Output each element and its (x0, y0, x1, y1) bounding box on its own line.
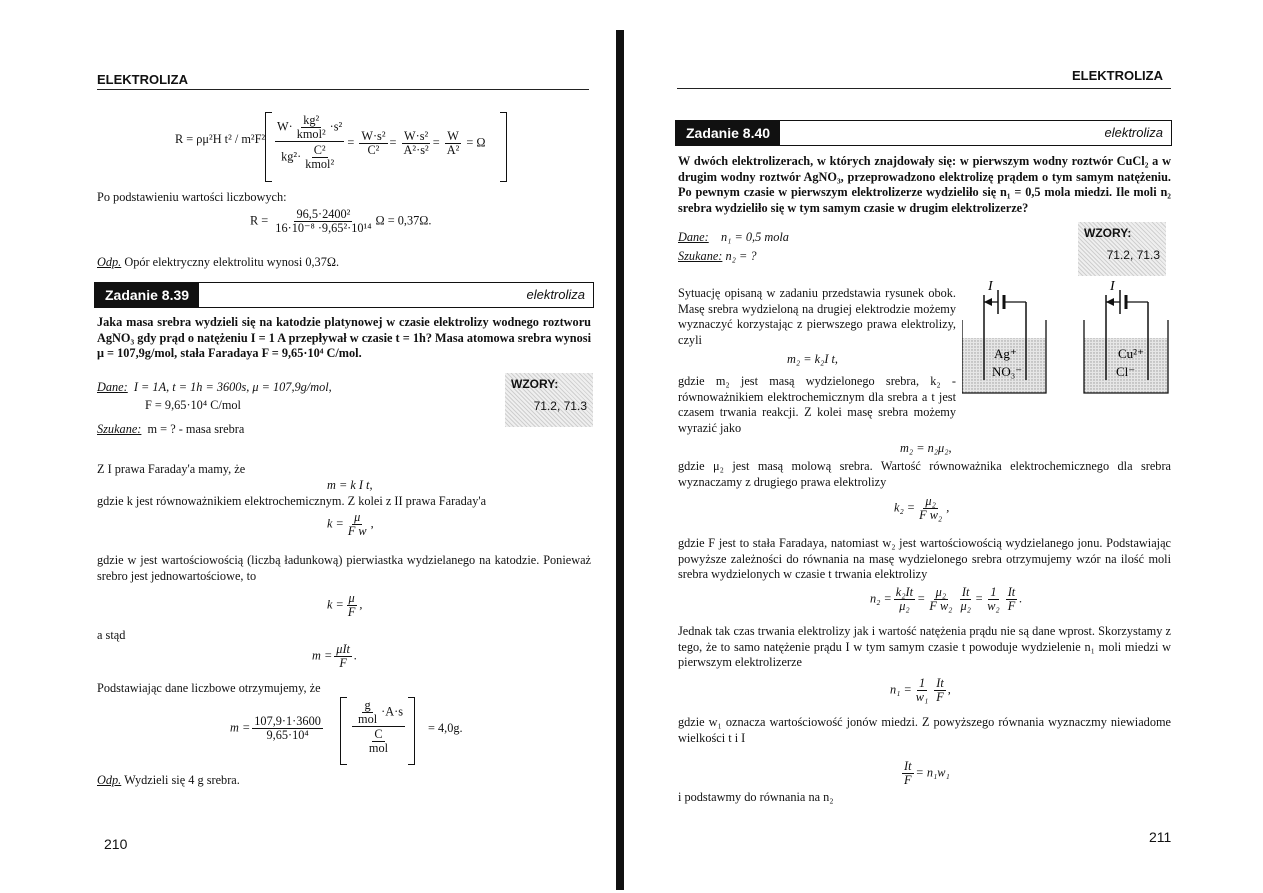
task-title: Zadanie 8.39 (95, 283, 199, 307)
text-2: gdzie m₂ jest masą wydzielonego srebra, k₂ - równoważnikiem elektrochemicznym dla srebra a t jest czasem trwania reakcji. Z kolei masę srebra możemy wyrazić jako (678, 374, 956, 435)
eq-5: m = $\frac{107,9\cdot 1\cdot 3600}{\text{9,65·10⁴}}$ (230, 714, 321, 742)
text-2: gdzie k jest równoważnikiem elektrochemicznym. Z kolei z II prawa Faraday'a (97, 494, 487, 508)
given-data-line2: F = 9,65·10⁴ C/mol (145, 398, 241, 412)
ion-label: Ag⁺ (994, 346, 1017, 361)
page-number: 211 (1149, 829, 1172, 845)
eq-1: m = k I t, (327, 478, 373, 492)
problem-statement: W dwóch elektrolizerach, w których znajdowały się: w pierwszym wodny roztwór CuCl₂ a w drugim wodny roztwór AgNO₃, przeprowadzono elektrolizę prądem o tym samym natężeniu. Po pewnym czasie w pierwszym elektrolizerze wydzieliło się n₁ = 0,5 mola miedzi. Ile moli n₂ srebra wydzieliło się w tym samym czasie w drugim elektrolizerze? (678, 154, 1171, 215)
problem-statement: Jaka masa srebra wydzieli się na katodzie platynowej w czasie elektrolizy wodnego roztworu AgNO₃ gdy prąd o natężeniu I = 1 A przepływał w czasie t = 1h? Masa atomowa srebra wynosi μ = 107,9g/mol, stała Faradaya F = 9,65·10⁴ C/mol. (97, 315, 591, 360)
eq-2: k = $\frac{\mu}{\text{F w}}$ , (327, 510, 374, 538)
text-4: a stąd (97, 628, 126, 642)
text-1: Z I prawa Faraday'a mamy, że (97, 462, 246, 476)
eq-4: m = $\frac{\text{μIt}}{F}$ . (312, 642, 358, 670)
sought-data: Szukane: n₂ = ? (678, 249, 757, 263)
right-page (632, 0, 1263, 893)
task-keyword: elektroliza (526, 287, 585, 302)
text-5: Podstawiając dane liczbowe otrzymujemy, że (97, 681, 321, 695)
sought-data: Szukane: m = ? - masa srebra (97, 422, 245, 436)
formula-r-symbolic: R = ρμ²H t² / m²F² (175, 132, 266, 146)
eq-3: k = $\frac{\mu}{F}$ , (327, 591, 363, 619)
bracket-right-2 (408, 697, 415, 765)
bracket-left (265, 112, 272, 182)
answer-1: Odp. Opór elektryczny elektrolitu wynosi 0,37Ω. (97, 255, 340, 269)
eq-4: n₂ = $\frac{\text{k₂It}}{\text{μ₂}}$ = $\frac{\text{μ₂}}{\text{F w₂}}$ $\frac{It}{\text{μ₂}}$ = $\frac{1}{\text{w₂}}$ $\frac{It}{F}$ . (870, 585, 1023, 613)
given-data: Dane: I = 1A, t = 1h = 3600s, μ = 107,9g/mol, (97, 380, 332, 394)
task-bar-8-40 (675, 120, 1172, 146)
book-spine (616, 30, 624, 890)
eq-6: $\frac{It}{F}$ = n₁w₁ (904, 759, 950, 787)
electrolyzer-figure (962, 280, 1177, 400)
ion-label: Cl⁻ (1116, 364, 1136, 379)
text-3: gdzie μ₂ jest masą molową srebra. Wartość równoważnika elektrochemicznego dla srebra wyznaczamy z drugiego prawa elektrolizy (678, 459, 1171, 489)
bracket-right (500, 112, 507, 182)
eq-1: m₂ = k₂I t, (787, 352, 838, 366)
header-rule (97, 89, 589, 90)
header-rule (677, 88, 1171, 89)
ion-label: NO₃⁻ (992, 364, 1023, 379)
units-expression: W· $\frac{\text{kg²}}{\text{kmol²}}$ ·s² kg²· $\frac{\text{C²}}{\text{kmol²}}$ = $\frac{\text{W·s²}}{\text{C²}}$ = $\frac{\text{W·s²}}{\text{A²·s²}}$ = $\frac{W}{\text{A²}}$ = Ω (277, 113, 486, 171)
page-number: 210 (104, 836, 128, 852)
text-4: gdzie F jest to stała Faradaya, natomiast w₂ jest wartościowością wydzielanego jonu. Podstawiając powyższe zależności do równania na masę wydzielonego srebra otrzymujemy wzór na ilość moli srebra wydzielonych w czasie t trwania elektrolizy (678, 536, 1171, 581)
wzory-box: WZORY: 71.2, 71.3 (1078, 222, 1166, 276)
substitution-text: Po podstawieniu wartości liczbowych: (97, 190, 287, 204)
eq-5-units: $\frac{g}{\text{mol}}$ ·A·s $\frac{C}{\text{mol}}$ (352, 699, 405, 755)
text-5: Jednak tak czas trwania elektrolizy jak i wartość natężenia prądu nie są dane wprost. Skorzystamy z tego, że to samo natężenie prądu I w tym samym czasie t powoduje wydzielenie n₁ moli miedzi w pierwszym elektrolizerze (678, 624, 1171, 669)
running-header: ELEKTROLIZA (97, 72, 188, 87)
eq-2: m₂ = n₂μ₂, (900, 441, 952, 455)
task-keyword: elektroliza (1104, 125, 1163, 140)
answer-2: Odp. Wydzieli się 4 g srebra. (97, 773, 240, 787)
eq-5-result: = 4,0g. (428, 721, 463, 735)
wzory-box: WZORY: 71.2, 71.3 (505, 373, 593, 427)
text-1: Sytuację opisaną w zadaniu przedstawia rysunek obok. Masę srebra wydzieloną na drugiej elektrodzie możemy wyznaczyć korzystając z pierwszego prawa elektrolizy, czyli (678, 286, 956, 347)
task-bar-8-39 (94, 282, 594, 308)
eq-5: n₁ = $\frac{1}{\text{w₁}}$ $\frac{It}{F}$ , (890, 676, 951, 704)
text-3: gdzie w jest wartościowością (liczbą ładunkową) pierwiastka wydzielanego na katodzie. Ponieważ srebro jest jednowartościowe, to (97, 553, 591, 583)
text-6: gdzie w₁ oznacza wartościowość jonów miedzi. Z powyższego równania wyznaczmy niewiadome wielkości t i I (678, 715, 1171, 745)
current-label: I (988, 280, 993, 294)
running-header: ELEKTROLIZA (1072, 68, 1163, 83)
current-label: I (1110, 280, 1115, 294)
text-7: i podstawmy do równania na n₂ (678, 790, 834, 804)
given-data: Dane: n₁ = 0,5 mola (678, 230, 789, 244)
electrolyzer-cell-2 (1084, 280, 1168, 393)
bracket-left-2 (340, 697, 347, 765)
left-page (0, 0, 612, 893)
task-title: Zadanie 8.40 (676, 121, 780, 145)
formula-r-numeric: R = $\frac{\text{96,5·2400²}}{\text{16·10⁻⁸ ·9,65²·10¹⁴}}$ Ω = 0,37Ω. (250, 207, 432, 235)
ion-label: Cu²⁺ (1118, 346, 1144, 361)
electrolyzer-cell-1 (962, 280, 1046, 393)
eq-3: k₂ = $\frac{\text{μ₂}}{\text{F w₂}}$ , (894, 494, 950, 522)
